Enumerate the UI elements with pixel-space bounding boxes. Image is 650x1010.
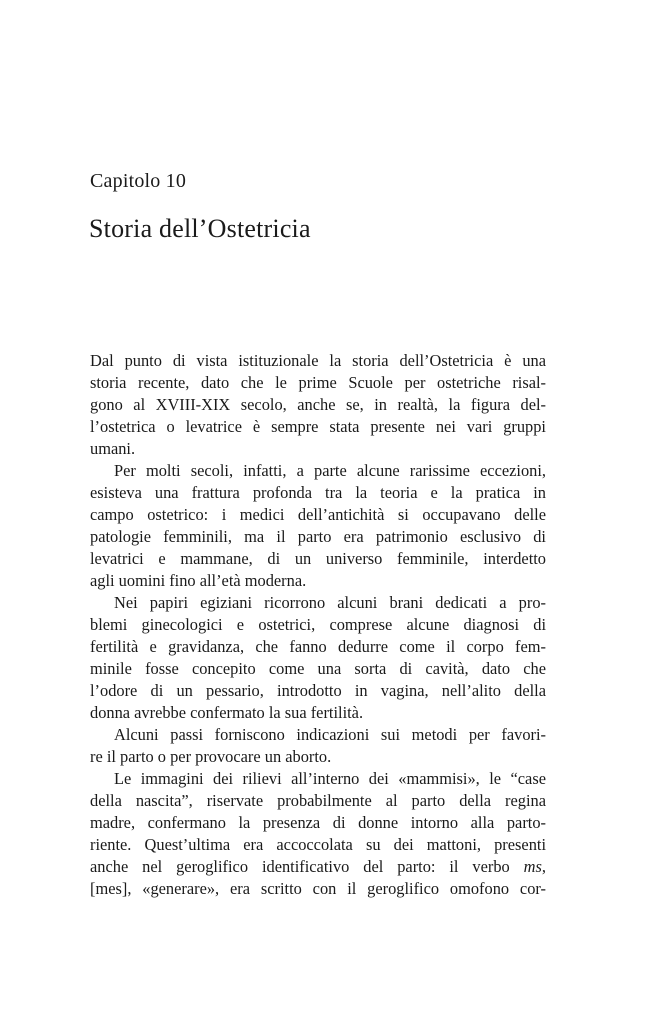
text-line-content: riente. Quest’ultima era accoccolata su dei mattoni, presenti	[90, 835, 546, 854]
text-line-content: minile fosse concepito come una sorta di cavità, dato che	[90, 659, 546, 678]
text-line-content: esisteva una frattura profonda tra la teoria e la pratica in	[90, 483, 546, 502]
text-line-content: della nascita”, riservate probabilmente al parto della regina	[90, 791, 546, 810]
text-line-content: blemi ginecologici e ostetrici, comprese alcune diagnosi di	[90, 615, 546, 634]
text-line-content: [mes], «generare», era scritto con il geroglifico omofono cor-	[90, 879, 546, 898]
text-line	[90, 526, 546, 548]
text-line	[90, 724, 546, 746]
text-line	[90, 658, 546, 680]
text-line	[90, 812, 546, 834]
text-line-content: Dal punto di vista istituzionale la storia dell’Ostetricia è una	[90, 351, 546, 370]
text-line-content: Per molti secoli, infatti, a parte alcune rarissime eccezioni,	[114, 461, 546, 480]
text-line-content: donna avrebbe confermato la sua fertilità.	[90, 703, 364, 722]
text-line-tail: ,	[541, 857, 546, 876]
text-line	[90, 592, 546, 614]
chapter-number: Capitolo 10	[90, 170, 187, 192]
text-line-content: levatrici e mammane, di un universo femminile, interdetto	[90, 549, 546, 568]
text-line-content: Alcuni passi forniscono indicazioni sui metodi per favori-	[114, 725, 546, 744]
text-line	[90, 680, 546, 702]
text-line	[90, 460, 546, 482]
text-line	[90, 702, 546, 724]
text-line	[90, 438, 546, 460]
text-line	[90, 570, 546, 592]
text-line	[90, 856, 546, 878]
text-line-content: fertilità e gravidanza, che fanno dedurre come il corpo fem-	[90, 637, 546, 656]
text-line	[90, 372, 546, 394]
text-line	[90, 350, 546, 372]
body-text	[90, 350, 546, 900]
text-line	[90, 636, 546, 658]
italic-term: ms	[523, 857, 542, 876]
text-line-content: Nei papiri egiziani ricorrono alcuni brani dedicati a pro-	[114, 593, 546, 612]
text-line	[90, 878, 546, 900]
text-line	[90, 394, 546, 416]
text-line-content: l’odore di un pessario, introdotto in vagina, nell’alito della	[90, 681, 546, 700]
text-line-content: campo ostetrico: i medici dell’antichità si occupavano delle	[90, 505, 546, 524]
text-line-content: re il parto o per provocare un aborto.	[90, 747, 332, 766]
text-line-content: gono al XVIII-XIX secolo, anche se, in realtà, la figura del-	[90, 395, 546, 414]
text-line-content: madre, confermano la presenza di donne intorno alla parto-	[90, 813, 546, 832]
chapter-title: Storia dell’Ostetricia	[89, 214, 311, 243]
text-line	[90, 746, 546, 768]
text-line	[90, 834, 546, 856]
text-line	[90, 416, 546, 438]
text-line	[90, 614, 546, 636]
text-line	[90, 504, 546, 526]
text-line-content: anche nel geroglifico identificativo del parto: il verbo	[90, 857, 524, 876]
text-line-content: agli uomini fino all’età moderna.	[90, 571, 307, 590]
text-line-content: patologie femminili, ma il parto era patrimonio esclusivo di	[90, 527, 546, 546]
text-line	[90, 768, 546, 790]
text-line	[90, 482, 546, 504]
text-line-content: Le immagini dei rilievi all’interno dei «mammisi», le “case	[114, 769, 546, 788]
text-line	[90, 548, 546, 570]
text-line-content: storia recente, dato che le prime Scuole per ostetriche risal-	[90, 373, 546, 392]
text-line	[90, 790, 546, 812]
text-line-content: l’ostetrica o levatrice è sempre stata presente nei vari gruppi	[90, 417, 546, 436]
text-line-content: umani.	[90, 439, 136, 458]
